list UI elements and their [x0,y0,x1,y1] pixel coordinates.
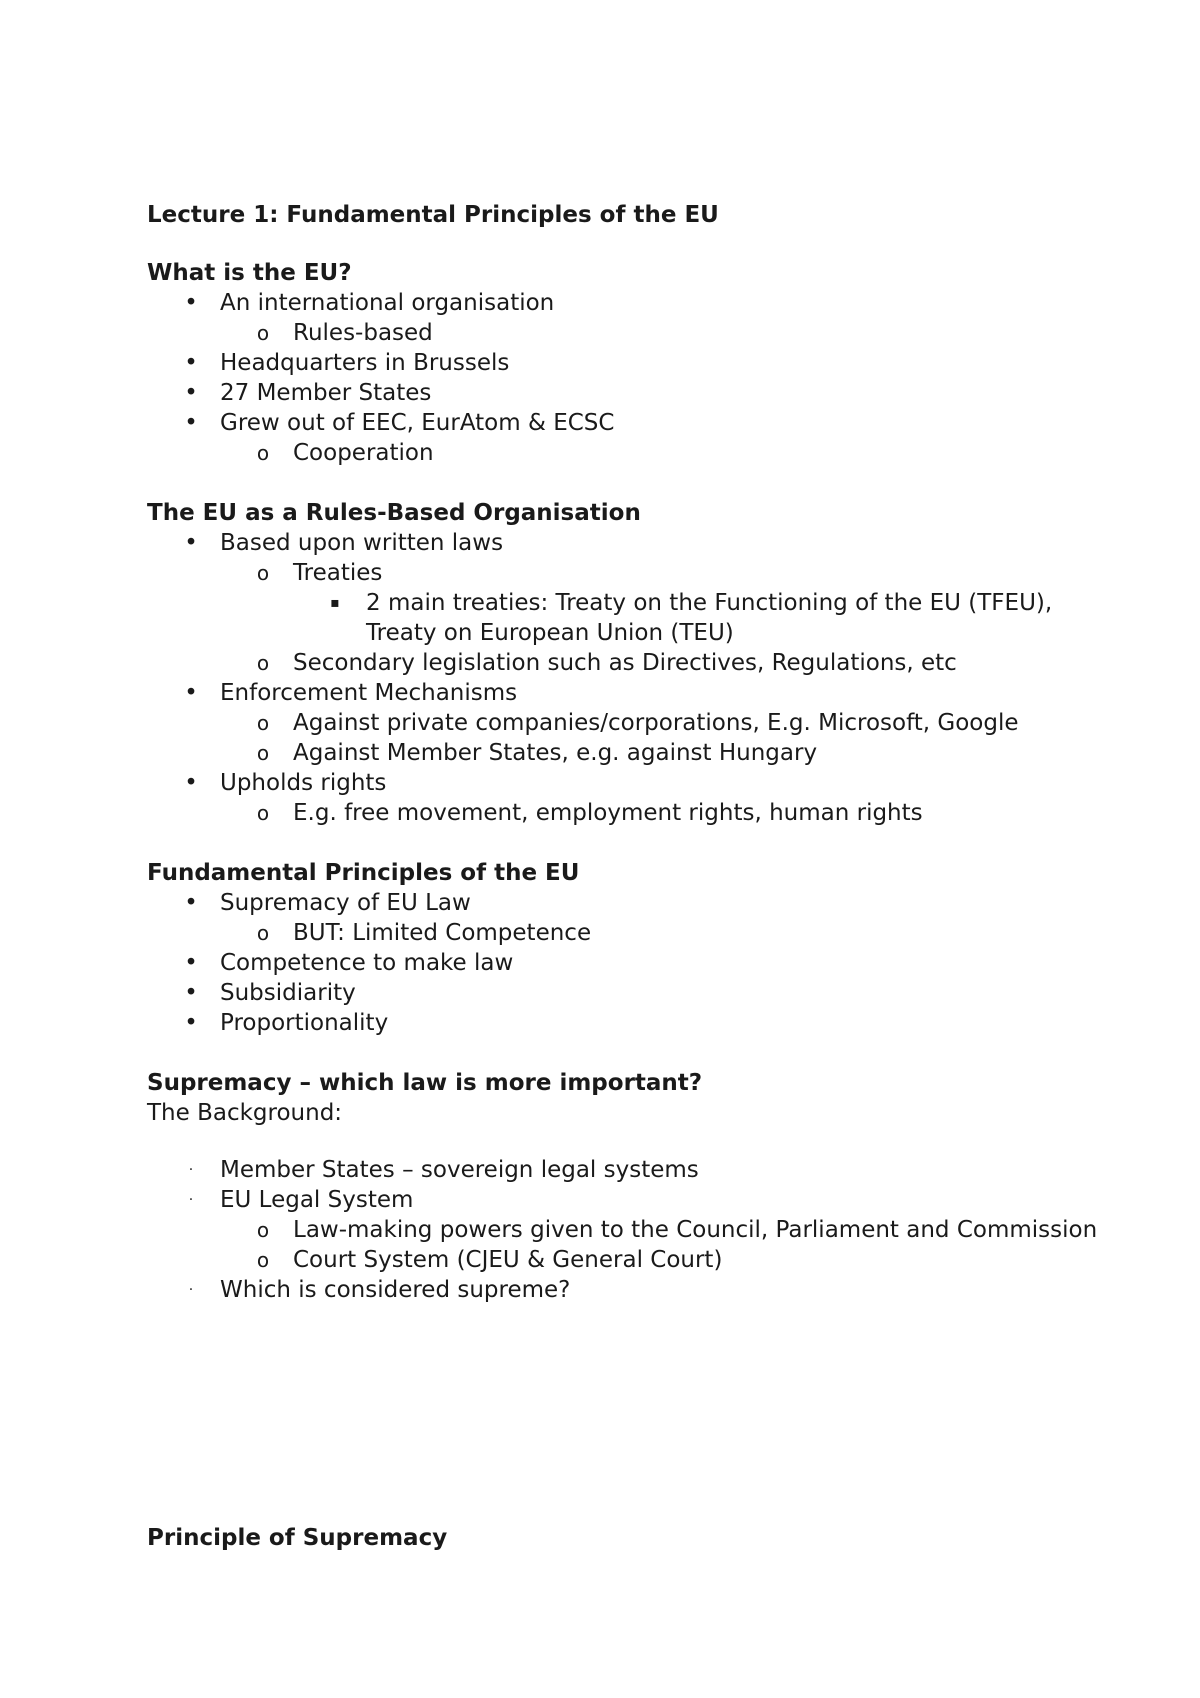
bullet-marker: • [184,290,198,316]
list-item-text: Enforcement Mechanisms [220,680,518,706]
list-item-text: Against Member States, e.g. against Hungary [293,740,818,766]
bullet-list-level-3 [147,588,1107,648]
document-sections [147,258,1107,1305]
bullet-list-level-2 [147,438,1107,468]
list-item [147,348,1107,378]
bullet-marker: o [256,441,270,465]
section-intro-text: The Background: [147,1100,343,1126]
list-item-text: Proportionality [220,1010,389,1036]
sub-list [147,318,1107,348]
list-item [147,978,1107,1008]
document-title: Lecture 1: Fundamental Principles of the EU [147,202,719,228]
list-item [147,1245,1107,1275]
sub-list [147,708,1107,768]
list-item [147,798,1107,828]
bullet-marker: ▪ [330,595,340,611]
document-section [147,858,1107,1038]
bullet-list-level-1 [147,528,1107,828]
list-item [147,1185,1107,1215]
bullet-list-level-1 [147,1155,1107,1305]
list-item-text: EU Legal System [220,1187,414,1213]
list-item [147,288,1107,318]
section-heading: Fundamental Principles of the EU [147,860,580,886]
bullet-marker: o [256,921,270,945]
list-item-text: E.g. free movement, employment rights, human rights [293,800,923,826]
list-item-text: Member States – sovereign legal systems [220,1157,699,1183]
list-item [147,708,1107,738]
bullet-list-level-1 [147,888,1107,1038]
bullet-list-level-2 [147,708,1107,768]
sub-list [147,558,1107,678]
bullet-marker: • [184,410,198,436]
bullet-marker: • [184,950,198,976]
list-item-text: 2 main treaties: Treaty on the Functioning of the EU (TFEU), Treaty on European Union (TEU) [366,590,1053,646]
bullet-marker: • [184,680,198,706]
bullet-list-level-2 [147,918,1107,948]
list-item [147,948,1107,978]
bullet-marker: o [256,741,270,765]
bullet-marker: · [188,1282,194,1298]
bullet-marker: o [256,651,270,675]
list-item [147,408,1107,438]
list-item-text: Based upon written laws [220,530,504,556]
list-item [147,588,1107,648]
sub-list [147,798,1107,828]
bullet-marker: o [256,1218,270,1242]
bullet-marker: • [184,980,198,1006]
bullet-marker: • [184,530,198,556]
document-section [147,1068,1107,1305]
list-item-text: Treaties [293,560,383,586]
list-item-text: Headquarters in Brussels [220,350,510,376]
list-item-text: 27 Member States [220,380,432,406]
list-item [147,888,1107,918]
sub-list [147,1215,1107,1275]
list-item [147,678,1107,708]
section-heading-principle-of-supremacy: Principle of Supremacy [147,1525,448,1551]
list-item-text: Law-making powers given to the Council, Parliament and Commission [293,1217,1098,1243]
list-item [147,528,1107,558]
section-heading: The EU as a Rules-Based Organisation [147,500,641,526]
list-item-text: Supremacy of EU Law [220,890,471,916]
list-item [147,378,1107,408]
list-item-text: Court System (CJEU & General Court) [293,1247,723,1273]
sub-list [147,588,1107,648]
bullet-marker: • [184,890,198,916]
list-item [147,1215,1107,1245]
list-item [147,1155,1107,1185]
list-item-text: Subsidiarity [220,980,356,1006]
list-item [147,318,1107,348]
list-item [147,1008,1107,1038]
section-heading: What is the EU? [147,260,352,286]
list-item-text: An international organisation [220,290,555,316]
list-item [147,438,1107,468]
list-item-text: Cooperation [293,440,434,466]
list-item-text: Which is considered supreme? [220,1277,571,1303]
list-item-text: Rules-based [293,320,433,346]
list-item [147,918,1107,948]
bullet-list-level-2 [147,798,1107,828]
bullet-marker: • [184,1010,198,1036]
section-heading: Supremacy – which law is more important? [147,1070,703,1096]
bullet-marker: o [256,321,270,345]
sub-list [147,438,1107,468]
bullet-list-level-1 [147,288,1107,468]
list-item-text: Grew out of EEC, EurAtom & ECSC [220,410,615,436]
list-item [147,558,1107,588]
list-item-text: Upholds rights [220,770,387,796]
sub-list [147,918,1107,948]
bullet-list-level-2 [147,318,1107,348]
bullet-marker: o [256,561,270,585]
bullet-marker: o [256,1248,270,1272]
document-section [147,258,1107,468]
bullet-marker: • [184,350,198,376]
list-item [147,738,1107,768]
bullet-marker: • [184,380,198,406]
list-item [147,648,1107,678]
bullet-list-level-2 [147,558,1107,678]
bullet-marker: o [256,711,270,735]
bullet-marker: · [188,1162,194,1178]
document-page [147,200,1107,1335]
bullet-list-level-2 [147,1215,1107,1275]
list-item-text: Secondary legislation such as Directives, Regulations, etc [293,650,957,676]
bullet-marker: o [256,801,270,825]
document-section [147,498,1107,828]
list-item [147,768,1107,798]
list-item-text: Against private companies/corporations, E.g. Microsoft, Google [293,710,1019,736]
list-item-text: BUT: Limited Competence [293,920,592,946]
list-item [147,1275,1107,1305]
list-item-text: Competence to make law [220,950,514,976]
bullet-marker: • [184,770,198,796]
bullet-marker: · [188,1192,194,1208]
